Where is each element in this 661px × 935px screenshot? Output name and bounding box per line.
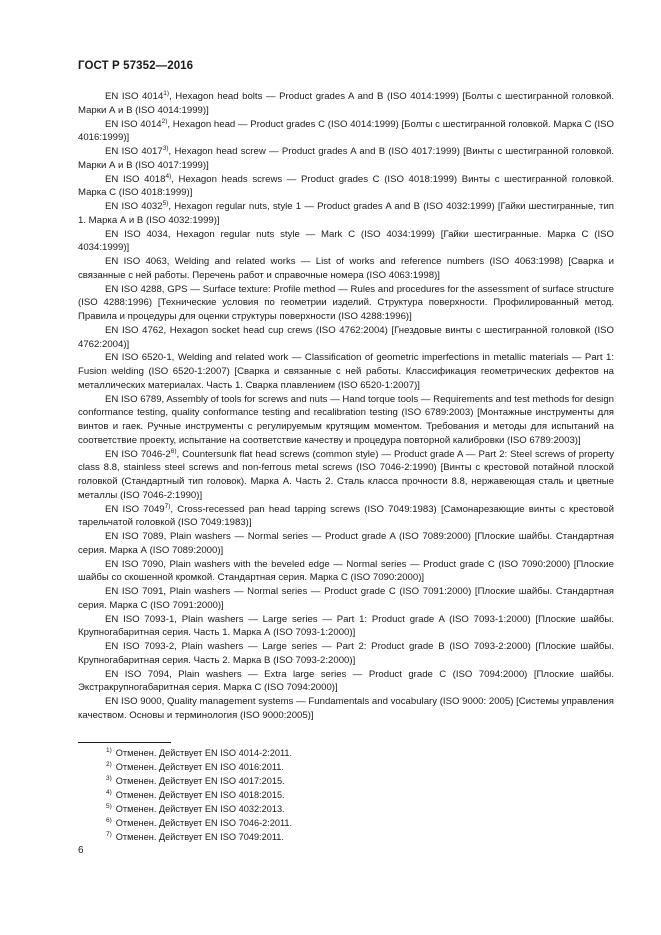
footnote: $^{1)}$ Отменен. Действует EN ISO 4014-2:2011. — [106, 747, 293, 758]
reference-entry: EN ISO 7090, Plain washers with the beveled edge — Normal series — Product grade C (ISO 7090:2000) [Плоские шайбы со скошенной кромкой. Стандартная серия. Марка С (ISO 7090:2000)] — [78, 558, 614, 584]
footnotes — [106, 746, 292, 844]
reference-entry: EN ISO 7093-1, Plain washers — Large series — Part 1: Product grade A (ISO 7093-1:2000) [Плоские шайбы. Крупногабаритная серия. Часть 1. Марка А (ISO 7093-1:2000)] — [78, 613, 614, 639]
footnote: $^{2)}$ Отменен. Действует EN ISO 4016:2011. — [106, 761, 284, 772]
reference-entry: EN ISO 4014$^{2)}$, Hexagon head — Product grades C (ISO 4014:1999) [Болты с шестигранной головкой. Марка С (ISO 4016:1999)] — [78, 117, 614, 144]
footnote: $^{7)}$ Отменен. Действует EN ISO 7049:2011. — [106, 831, 284, 842]
reference-entry: EN ISO 7091, Plain washers — Normal series — Product grade C (ISO 7091:2000) [Плоские шайбы. Стандартная серия. Марка С (ISO 7091:2000)] — [78, 586, 614, 611]
reference-entry: EN ISO 4034, Hexagon regular nuts style — Mark C (ISO 4034:1999) [Гайки шестигранные. Марка С (ISO 4034:1999)] — [78, 228, 614, 254]
reference-entry: EN ISO 7094, Plain washers — Extra large series — Product grade C (ISO 7094:2000) [Плоские шайбы. Экстракрупногабаритная серия. Марка С (ISO 7094:2000)] — [78, 668, 614, 694]
footnote-divider — [78, 742, 171, 743]
footnote: $^{4)}$ Отменен. Действует EN ISO 4018:2015. — [106, 789, 285, 800]
footnote: $^{6)}$ Отменен. Действует EN ISO 7046-2:2011. — [106, 817, 293, 828]
reference-entry: EN ISO 4017$^{3)}$, Hexagon head screw — Product grades A and B (ISO 4017:1999) [Винты с шестигранной головкой. Марки А и В (ISO 4017:1999)] — [78, 145, 615, 171]
normative-references — [78, 90, 614, 723]
reference-entry: EN ISO 9000, Quality management systems — Fundamentals and vocabulary (ISO 9000: 2005) [Системы управления качеством. Основы и терминология (ISO 9000:2005)] — [78, 696, 614, 721]
page-number: 6 — [78, 845, 84, 856]
reference-entry: EN ISO 4032$^{5)}$, Hexagon regular nuts, style 1 — Product grades A and B (ISO 4032:1999) [Гайки шестигранные, тип 1. Марка А и В (ISO 4032:1999)] — [78, 200, 614, 226]
reference-entry: EN ISO 6789, Assembly of tools for screws and nuts — Hand torque tools — Requirements and test methods for design conformance testing, quality conformance testing and recalibration testing (ISO 6789:2003) [Монтажные инструменты для винтов и гаек. Ручные инструменты с регулируемым крутящим моментом. Требования и методы для испытаний на соответствие проекту, испытание на соответствие качеству и процедура повторной калибровки (ISO 6789:2003)] — [78, 393, 614, 446]
standard-title: ГОСТ Р 57352—2016 — [78, 60, 194, 72]
footnote: $^{3)}$ Отменен. Действует EN ISO 4017:2015. — [106, 775, 285, 786]
reference-entry: EN ISO 4762, Hexagon socket head cup crews (ISO 4762:2004) [Гнездовые винты с шестигранной головкой (ISO 4762:2004)] — [78, 324, 614, 350]
footnote: $^{5)}$ Отменен. Действует EN ISO 4032:2013. — [106, 803, 285, 814]
reference-entry: EN ISO 4063, Welding and related works — List of works and reference numbers (ISO 4063:1998) [Сварка и связанные с ней работы. Перечень работ и справочные номера (ISO 4063:1998)] — [78, 256, 614, 281]
reference-entry: EN ISO 4018$^{4)}$, Hexagon heads screws — Product grades C (ISO 4018:1999) Винты с шестигранной головкой. Марка С (ISO 4018:1999)] — [78, 172, 615, 199]
reference-entry: EN ISO 4288, GPS — Surface texture: Profile method — Rules and procedures for the assessment of surface structure (ISO 4288:1996) [Технические условия по геометрии изделий. Структура поверхности. Профилированный метод. Правила и процедуры для оценки структуры поверхности (ISO 4288:1996)] — [78, 283, 614, 322]
document-header — [78, 60, 193, 72]
reference-entry: EN ISO 7049$^{7)}$, Cross-recessed pan head tapping screws (ISO 7049:1983) [Самонарезающие винты с крестовой тарельчатой головкой (ISO 7049:1983)] — [78, 502, 614, 529]
reference-entry: EN ISO 7089, Plain washers — Normal series — Product grade A (ISO 7089:2000) [Плоские шайбы. Стандартная серия. Марка А (ISO 7089:2000)] — [78, 531, 614, 556]
reference-entry: EN ISO 6520-1, Welding and related work — Classification of geometric imperfections in metallic materials — Part 1: Fusion welding (ISO 6520-1:2007) [Сварка и связанные с ней работы. Классификация геометрических дефектов на металлических материалах. Часть 1. Сварка плавлением (ISO 6520-1:2007)] — [78, 352, 614, 391]
reference-entry: EN ISO 4014$^{1)}$, Hexagon head bolts — Product grades A and B (ISO 4014:1999) [Болты с шестигранной головкой. Марки А и В (ISO 4014:1999)] — [78, 90, 614, 116]
reference-entry: EN ISO 7093-2, Plain washers — Large series — Part 2: Product grade B (ISO 7093-2:2000) [Плоские шайбы. Крупногабаритная серия. Часть 2. Марка В (ISO 7093-2:2000)] — [78, 641, 614, 666]
reference-entry: EN ISO 7046-2$^{6)}$, Countersunk flat head screws (common style) — Product grade A — Part 2: Steel screws of property class 8.8, stainless steel screws and non-ferrous metal screws (ISO 7046-2:1990) [Винты с крестовой потайной плоской головкой (Стандартный тип головок). Марка А. Часть 2. Сталь класса прочности 8.8, нержавеющая сталь и цветные металлы (ISO 7046-2:1990)] — [78, 447, 614, 501]
